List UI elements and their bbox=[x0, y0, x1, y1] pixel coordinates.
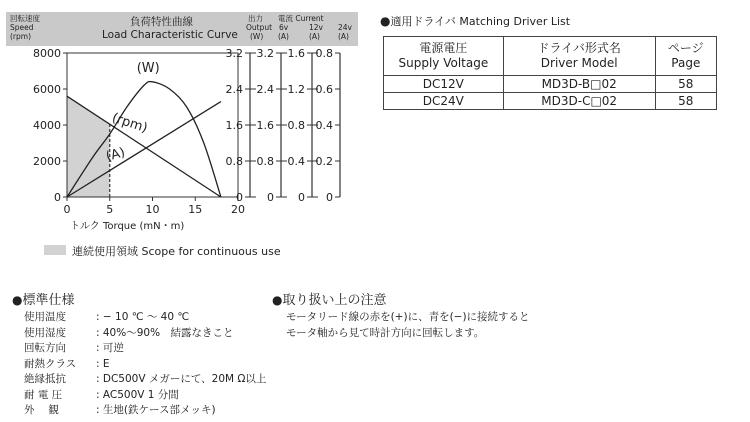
output-label-en: Output bbox=[246, 23, 273, 32]
output-unit: (W) bbox=[250, 32, 264, 41]
continuous-scope-legend: 連続使用領域 Scope for continuous use bbox=[72, 245, 281, 258]
speed-label-en: Speed bbox=[10, 23, 34, 32]
x-tick-label: 15 bbox=[188, 203, 203, 216]
chart-labels bbox=[104, 61, 159, 165]
y-tick-label: 6000 bbox=[33, 83, 61, 96]
table-row bbox=[384, 76, 717, 93]
right-axis-tick-label: 1.6 bbox=[225, 119, 243, 132]
driver-section-title-text: 適用ドライバ Matching Driver List bbox=[390, 15, 571, 28]
driver-table-header bbox=[384, 37, 717, 76]
list-item: 回転方向 : 可逆 bbox=[24, 342, 124, 354]
right-axis-tick-label: 0.8 bbox=[225, 155, 243, 168]
continuous-scope-region bbox=[67, 96, 110, 197]
x-tick-label: 0 bbox=[63, 203, 71, 216]
cell-model: MD3D-C□02 bbox=[503, 93, 655, 110]
handling-notes bbox=[286, 310, 530, 341]
right-axis-tick-label: 1.6 bbox=[256, 119, 274, 132]
right-axis-tick-label: 1.6 bbox=[287, 47, 305, 60]
list-item: 使用湿度 : 40%〜90% 結露なきこと bbox=[24, 326, 234, 339]
right-axis-tick-label: 2.4 bbox=[256, 83, 274, 96]
specs-section-title bbox=[12, 289, 75, 308]
y-tick-label: 4000 bbox=[33, 119, 61, 132]
cell-model: MD3D-B□02 bbox=[503, 76, 655, 93]
cell-voltage: DC12V bbox=[384, 76, 504, 93]
list-item: 耐 電 圧 : AC500V 1 分間 bbox=[24, 388, 179, 401]
current-24v-unit: (A) bbox=[338, 32, 349, 41]
speed-unit: (rpm) bbox=[10, 32, 32, 41]
right-axis-tick-label: 0.8 bbox=[287, 119, 305, 132]
bullet-icon: ● bbox=[380, 14, 391, 28]
bullet-icon: ● bbox=[12, 293, 23, 307]
right-axis-tick-label: 0.4 bbox=[287, 155, 305, 168]
load-characteristic-chart bbox=[0, 0, 370, 240]
chart-title-en: Load Characteristic Curve bbox=[102, 29, 238, 41]
right-axis-tick-label: 0.4 bbox=[315, 119, 333, 132]
right-axis-tick-label: 0 bbox=[236, 191, 243, 204]
current-6v-label: 6v bbox=[279, 23, 289, 32]
bullet-icon: ● bbox=[272, 293, 283, 307]
driver-table bbox=[383, 36, 717, 110]
cell-page: 58 bbox=[655, 93, 716, 110]
cell-page: 58 bbox=[655, 76, 716, 93]
current-24v-label: 24v bbox=[338, 23, 352, 32]
cell-voltage: DC24V bbox=[384, 93, 504, 110]
driver-section-title bbox=[380, 13, 570, 29]
series-label: (A) bbox=[104, 145, 127, 165]
x-tick-label: 20 bbox=[231, 203, 245, 216]
right-axis-tick-label: 0.2 bbox=[315, 155, 333, 168]
header-driver-model: ドライバ形式名 Driver Model bbox=[503, 37, 655, 76]
series-label: (rpm) bbox=[110, 110, 150, 137]
note-line: モータ軸から見て時計方向に回転します。 bbox=[286, 326, 485, 339]
y-tick-label: 8000 bbox=[33, 47, 61, 60]
right-axis-tick-label: 0 bbox=[326, 191, 333, 204]
handling-section-title bbox=[272, 289, 387, 308]
chart-title-ja: 負荷特性曲線 bbox=[130, 16, 193, 28]
right-axis-tick-label: 0 bbox=[267, 191, 274, 204]
continuous-scope-area bbox=[67, 96, 110, 197]
specs-list bbox=[24, 310, 266, 419]
right-axis-tick-label: 0.6 bbox=[315, 83, 333, 96]
specs-section-title-text: 標準仕様 bbox=[22, 293, 75, 308]
list-item: 外 観 : 生地(鉄ケース部メッキ) bbox=[24, 404, 216, 416]
right-axis-tick-label: 0.8 bbox=[315, 47, 333, 60]
right-axis-tick-label: 3.2 bbox=[256, 47, 274, 60]
list-item: 絶縁抵抗 : DC500V メガーにて、20M Ω以上 bbox=[24, 373, 267, 385]
current-12v-label: 12v bbox=[309, 23, 323, 32]
output-label-ja: 出力 bbox=[248, 14, 263, 23]
header-supply-voltage: 電源電圧 Supply Voltage bbox=[384, 37, 504, 76]
y-tick-label: 0 bbox=[54, 191, 61, 204]
speed-label-ja: 回転速度 bbox=[10, 14, 40, 23]
continuous-scope-swatch bbox=[44, 245, 66, 255]
note-line: モータリード線の赤を(+)に、青を(−)に接続すると bbox=[286, 311, 530, 323]
list-item: 耐熱クラス : E bbox=[24, 357, 110, 370]
x-axis-label: トルク Torque (mN・m) bbox=[70, 221, 185, 232]
handling-section-title-text: 取り扱い上の注意 bbox=[282, 293, 387, 308]
series-label: (W) bbox=[136, 60, 160, 76]
right-axis-tick-label: 3.2 bbox=[225, 47, 243, 60]
y-tick-label: 2000 bbox=[33, 155, 61, 168]
current-label: 電流 Current bbox=[278, 14, 324, 23]
list-item: 使用温度 : − 10 ℃ 〜 40 ℃ bbox=[24, 311, 190, 323]
x-tick-label: 10 bbox=[145, 203, 160, 216]
table-row bbox=[384, 93, 717, 110]
current-6v-unit: (A) bbox=[278, 32, 289, 41]
right-axis-tick-label: 0 bbox=[298, 191, 305, 204]
current-12v-unit: (A) bbox=[309, 32, 320, 41]
x-tick-label: 5 bbox=[106, 203, 114, 216]
header-page: ページ Page bbox=[655, 37, 716, 76]
right-axis-tick-label: 2.4 bbox=[225, 83, 243, 96]
right-axis-tick-label: 1.2 bbox=[287, 83, 305, 96]
right-axis-tick-label: 0.8 bbox=[256, 155, 274, 168]
